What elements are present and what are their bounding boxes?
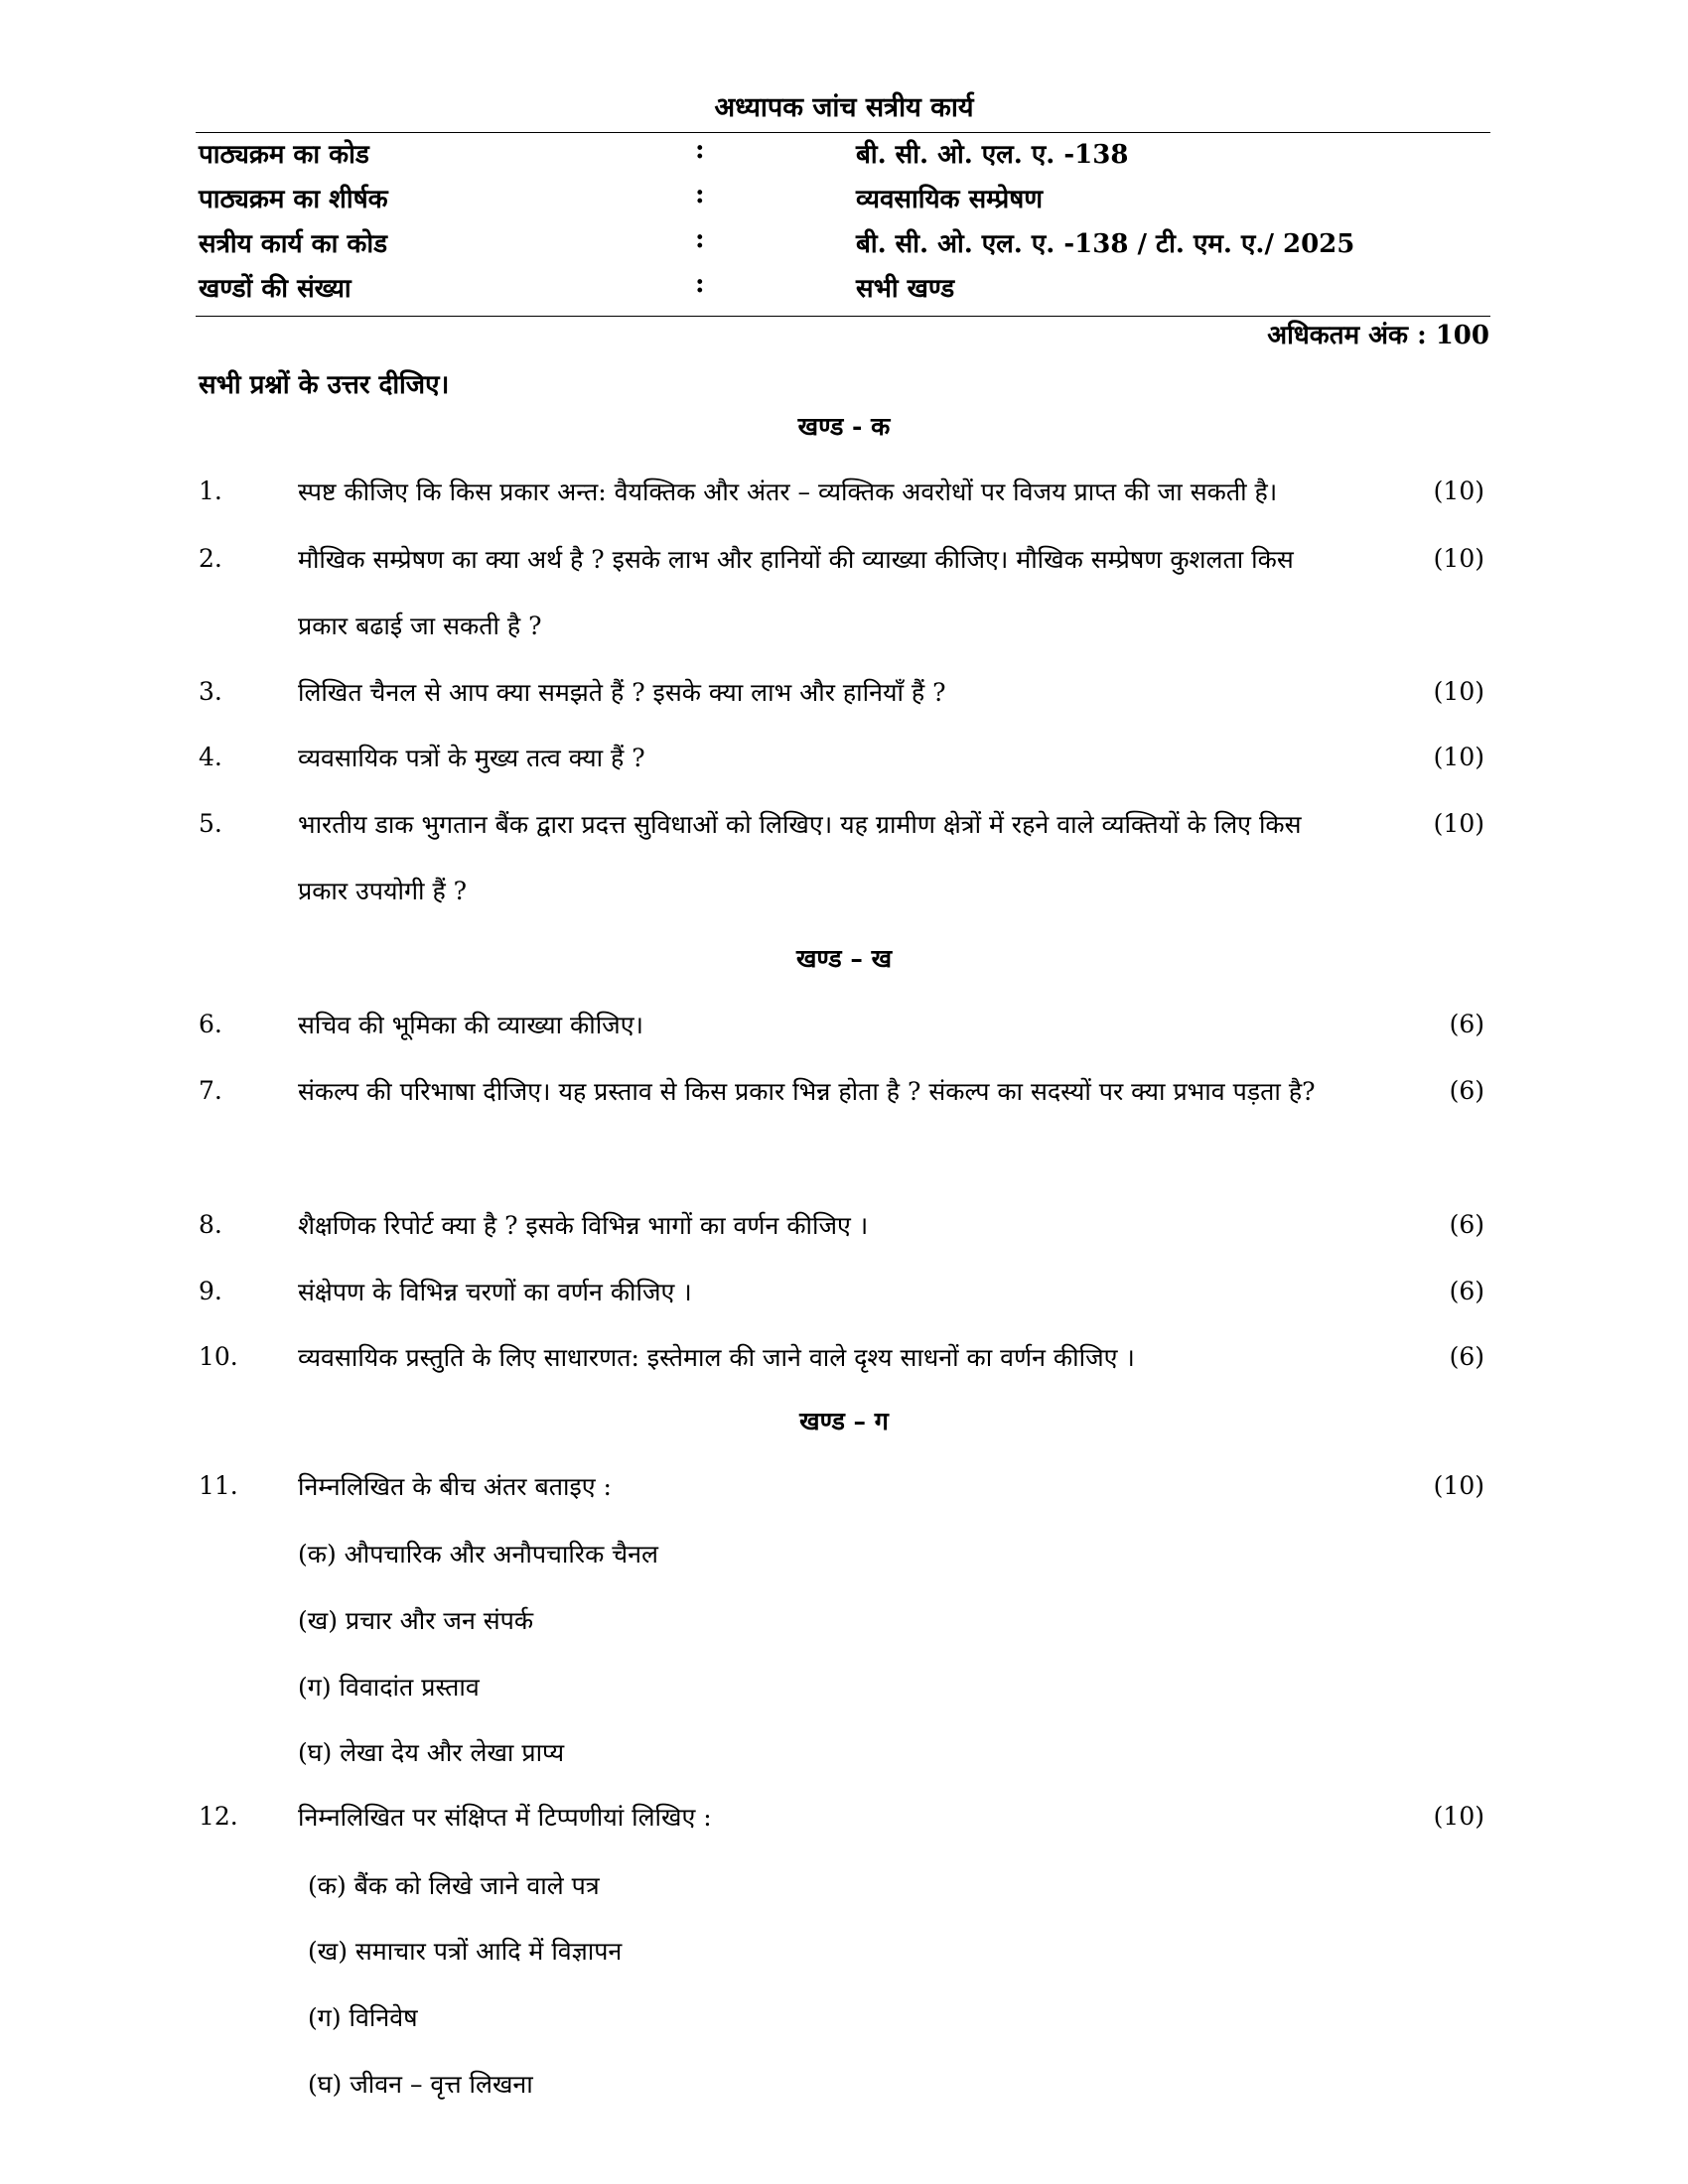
sub-question: (ख) प्रचार और जन संपर्क: [298, 1606, 534, 1635]
question-text: शैक्षणिक रिपोर्ट क्या है ? इसके विभिन्न भागों का वर्णन कीजिए ।: [298, 1211, 869, 1240]
question-number: 6.: [199, 1010, 222, 1038]
meta-value: सभी खण्ड: [856, 274, 955, 304]
section-heading-a: खण्ड - क: [797, 412, 891, 441]
meta-label: पाठ्यक्रम का कोड: [199, 140, 369, 170]
sub-question: (ग) विनिवेष: [308, 2003, 418, 2032]
question-number: 1.: [199, 477, 222, 505]
sub-question: (ग) विवादांत प्रस्ताव: [298, 1673, 480, 1702]
question-marks: (6): [1449, 1210, 1484, 1239]
question-text: संक्षेपण के विभिन्न चरणों का वर्णन कीजिए ।: [298, 1278, 692, 1306]
document-title: अध्यापक जांच सत्रीय कार्य: [714, 92, 974, 123]
meta-row-course-title: [199, 180, 1489, 219]
question-text: व्यवसायिक प्रस्तुति के लिए साधारणत: इस्तेमाल की जाने वाले दृश्य साधनों का वर्णन कीजिए ।: [298, 1343, 1135, 1372]
sub-question: (क) बैंक को लिखे जाने वाले पत्र: [308, 1871, 600, 1900]
question-marks: (10): [1433, 809, 1484, 838]
meta-row-block-count: [199, 269, 1489, 309]
question-number: 12.: [199, 1802, 238, 1831]
question-marks: (10): [1433, 743, 1484, 771]
sub-question: (क) औपचारिक और अनौपचारिक चैनल: [298, 1540, 658, 1569]
meta-value: व्यवसायिक सम्प्रेषण: [856, 185, 1044, 214]
question-text: संकल्प की परिभाषा दीजिए। यह प्रस्ताव से किस प्रकार भिन्न होता है ? संकल्प का सदस्यों पर क्या प्रभाव पड़ता है?: [298, 1077, 1316, 1106]
question-text: स्पष्ट कीजिए कि किस प्रकार अन्त: वैयक्तिक और अंतर – व्यक्तिक अवरोधों पर विजय प्राप्त की जा सकती है।: [298, 478, 1278, 506]
question-number: 9.: [199, 1277, 222, 1305]
question-marks: (10): [1433, 1802, 1484, 1831]
meta-label: सत्रीय कार्य का कोड: [199, 229, 387, 259]
max-marks: अधिकतम अंक : 100: [1267, 321, 1489, 350]
meta-value: बी. सी. ओ. एल. ए. -138: [856, 140, 1129, 170]
question-number: 8.: [199, 1210, 222, 1239]
question-marks: (10): [1433, 477, 1484, 505]
question-text: लिखित चैनल से आप क्या समझते हैं ? इसके क्या लाभ और हानियाँ हैं ?: [298, 678, 946, 707]
meta-colon: :: [695, 135, 705, 165]
meta-label: पाठ्यक्रम का शीर्षक: [199, 185, 388, 214]
meta-label: खण्डों की संख्या: [199, 274, 352, 304]
question-number: 5.: [199, 809, 222, 838]
question-marks: (10): [1433, 677, 1484, 706]
question-number: 7.: [199, 1076, 222, 1105]
section-heading-b: खण्ड – ख: [795, 944, 893, 973]
question-text: भारतीय डाक भुगतान बैंक द्वारा प्रदत्त सुविधाओं को लिखिए। यह ग्रामीण क्षेत्रों में रहने वाले व्यक्तियों के लिए किस प्रकार उपयोगी हैं ?: [298, 810, 1302, 905]
question-number: 2.: [199, 544, 222, 573]
meta-row-assignment-code: [199, 224, 1489, 264]
question-text: निम्नलिखित के बीच अंतर बताइए :: [298, 1472, 612, 1501]
question-text: निम्नलिखित पर संक्षिप्त में टिप्पणीयां लिखिए :: [298, 1803, 712, 1832]
question-text: मौखिक सम्प्रेषण का क्या अर्थ है ? इसके लाभ और हानियों की व्याख्या कीजिए। मौखिक सम्प्रेषण कुशलता किस प्रकार बढाई जा सकती है ?: [298, 545, 1294, 640]
sub-question: (घ) जीवन – वृत्त लिखना: [308, 2070, 533, 2099]
question-marks: (6): [1449, 1010, 1484, 1038]
meta-value: बी. सी. ओ. एल. ए. -138 / टी. एम. ए./ 2025: [856, 229, 1355, 259]
question-number: 10.: [199, 1342, 238, 1371]
header-top-rule: [196, 132, 1490, 133]
question-text: सचिव की भूमिका की व्याख्या कीजिए।: [298, 1011, 644, 1039]
question-number: 4.: [199, 743, 222, 771]
question-number: 11.: [199, 1471, 238, 1500]
section-heading-c: खण्ड – ग: [799, 1407, 889, 1435]
question-marks: (10): [1433, 1471, 1484, 1500]
question-marks: (6): [1449, 1277, 1484, 1305]
question-marks: (6): [1449, 1342, 1484, 1371]
question-text: व्यवसायिक पत्रों के मुख्य तत्व क्या हैं ?: [298, 744, 645, 772]
question-number: 3.: [199, 677, 222, 706]
sub-question: (घ) लेखा देय और लेखा प्राप्य: [298, 1738, 565, 1767]
meta-colon: :: [695, 224, 705, 254]
meta-colon: :: [695, 269, 705, 299]
question-marks: (10): [1433, 544, 1484, 573]
sub-question: (ख) समाचार पत्रों आदि में विज्ञापन: [308, 1937, 623, 1966]
question-marks: (6): [1449, 1076, 1484, 1105]
meta-colon: :: [695, 180, 705, 209]
meta-row-course-code: [199, 135, 1489, 175]
instruction: सभी प्रश्नों के उत्तर दीजिए।: [199, 370, 450, 400]
